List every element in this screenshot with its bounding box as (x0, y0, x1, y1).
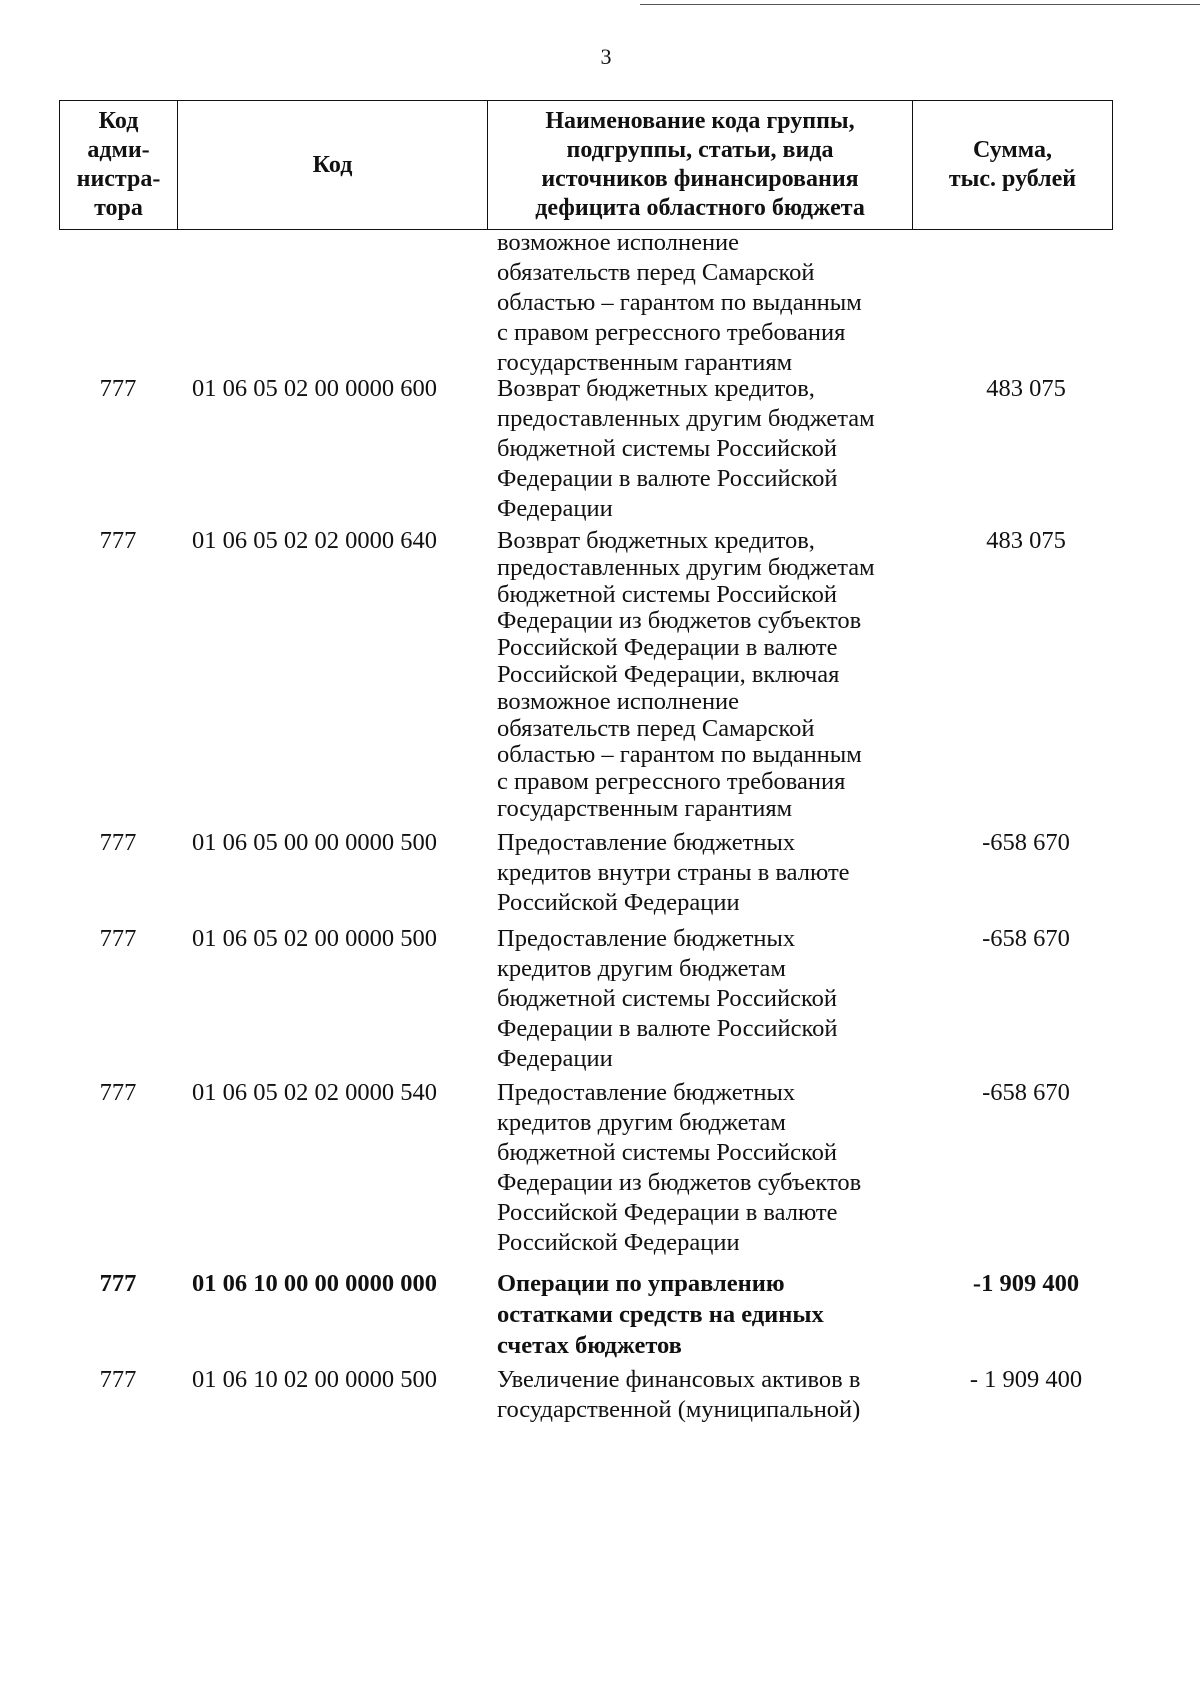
table-header (59, 100, 1113, 230)
name-line: Федерации (497, 495, 613, 522)
name-line: Российской Федерации в валюте (497, 1199, 838, 1226)
name-line: счетах бюджетов (497, 1332, 682, 1359)
code-cell: 01 06 10 00 00 0000 000 (192, 1270, 437, 1297)
name-line: Увеличение финансовых активов в (497, 1366, 861, 1393)
name-line: Предоставление бюджетных (497, 829, 796, 856)
name-line: предоставленных другим бюджетам (497, 405, 875, 432)
name-line: Российской Федерации (497, 889, 740, 916)
name-line: Возврат бюджетных кредитов, (497, 375, 815, 402)
name-line: Федерации в валюте Российской (497, 465, 838, 492)
admin-code-cell: 777 (99, 375, 137, 402)
name-line: обязательств перед Самарской (497, 714, 815, 742)
name-line: Федерации из бюджетов субъектов (497, 1169, 862, 1196)
name-line: с правом регрессного требования (497, 319, 846, 346)
name-line: бюджетной системы Российской (497, 435, 838, 462)
admin-code-cell: 777 (99, 829, 137, 856)
sum-cell: 483 075 (986, 527, 1066, 554)
code-cell: 01 06 05 00 00 0000 500 (192, 829, 437, 856)
name-line: областью – гарантом по выданным (497, 289, 862, 316)
code-cell: 01 06 05 02 02 0000 540 (192, 1079, 437, 1106)
admin-code-cell: 777 (99, 527, 137, 554)
name-line: государственным гарантиям (497, 349, 793, 376)
name-line: кредитов внутри страны в валюте (497, 859, 850, 886)
name-line: с правом регрессного требования (497, 768, 846, 796)
header-code: Код (178, 101, 488, 230)
sum-cell: - 1 909 400 (969, 1366, 1083, 1393)
header-name: Наименование кода группы, подгруппы, статьи, вида источников финансирования дефицита областного бюджета (488, 101, 913, 230)
name-line: предоставленных другим бюджетам (497, 553, 875, 581)
name-cell (497, 1268, 917, 1361)
name-line: государственной (муниципальной) (497, 1396, 861, 1423)
name-cell (497, 374, 917, 524)
name-cell (497, 1078, 917, 1258)
name-line: Российской Федерации в валюте (497, 634, 838, 662)
page-number: 3 (600, 44, 612, 69)
sum-cell: 483 075 (986, 375, 1066, 402)
name-line: обязательств перед Самарской (497, 259, 815, 286)
name-line: Возврат бюджетных кредитов, (497, 527, 815, 554)
code-cell: 01 06 05 02 02 0000 640 (192, 527, 437, 554)
admin-code-cell: 777 (99, 1270, 137, 1297)
code-cell: 01 06 10 02 00 0000 500 (192, 1366, 437, 1393)
name-line: кредитов другим бюджетам (497, 955, 786, 982)
name-line: Федерации в валюте Российской (497, 1015, 838, 1042)
sum-cell: -658 670 (982, 829, 1070, 856)
name-line: кредитов другим бюджетам (497, 1109, 786, 1136)
name-line: бюджетной системы Российской (497, 580, 838, 608)
admin-code-cell: 777 (99, 1366, 137, 1393)
name-cell (497, 924, 917, 1074)
sum-cell: -658 670 (982, 925, 1070, 952)
scan-edge-line (640, 4, 1200, 5)
code-cell: 01 06 05 02 00 0000 500 (192, 925, 437, 952)
name-line: Предоставление бюджетных (497, 925, 796, 952)
name-cell (497, 828, 917, 918)
name-line: Российской Федерации (497, 1229, 740, 1256)
name-line: остатками средств на единых (497, 1301, 824, 1328)
name-line: Операции по управлению (497, 1270, 785, 1297)
code-cell: 01 06 05 02 00 0000 600 (192, 375, 437, 402)
name-line: возможное исполнение (497, 229, 740, 256)
header-admin-code: Код адми- нистра- тора (60, 101, 178, 230)
name-line: областью – гарантом по выданным (497, 741, 862, 769)
name-line: возможное исполнение (497, 687, 740, 715)
sum-cell: -658 670 (982, 1079, 1070, 1106)
name-cell (497, 228, 917, 378)
name-line: Предоставление бюджетных (497, 1079, 796, 1106)
name-cell (497, 528, 917, 823)
name-line: бюджетной системы Российской (497, 1139, 838, 1166)
admin-code-cell: 777 (99, 1079, 137, 1106)
name-line: Федерации из бюджетов субъектов (497, 607, 862, 635)
sum-cell: -1 909 400 (972, 1270, 1080, 1297)
name-line: Федерации (497, 1045, 613, 1072)
name-line: бюджетной системы Российской (497, 985, 838, 1012)
name-cell (497, 1365, 917, 1425)
header-sum: Сумма, тыс. рублей (913, 101, 1113, 230)
name-line: Российской Федерации, включая (497, 660, 840, 688)
admin-code-cell: 777 (99, 925, 137, 952)
name-line: государственным гарантиям (497, 794, 793, 822)
